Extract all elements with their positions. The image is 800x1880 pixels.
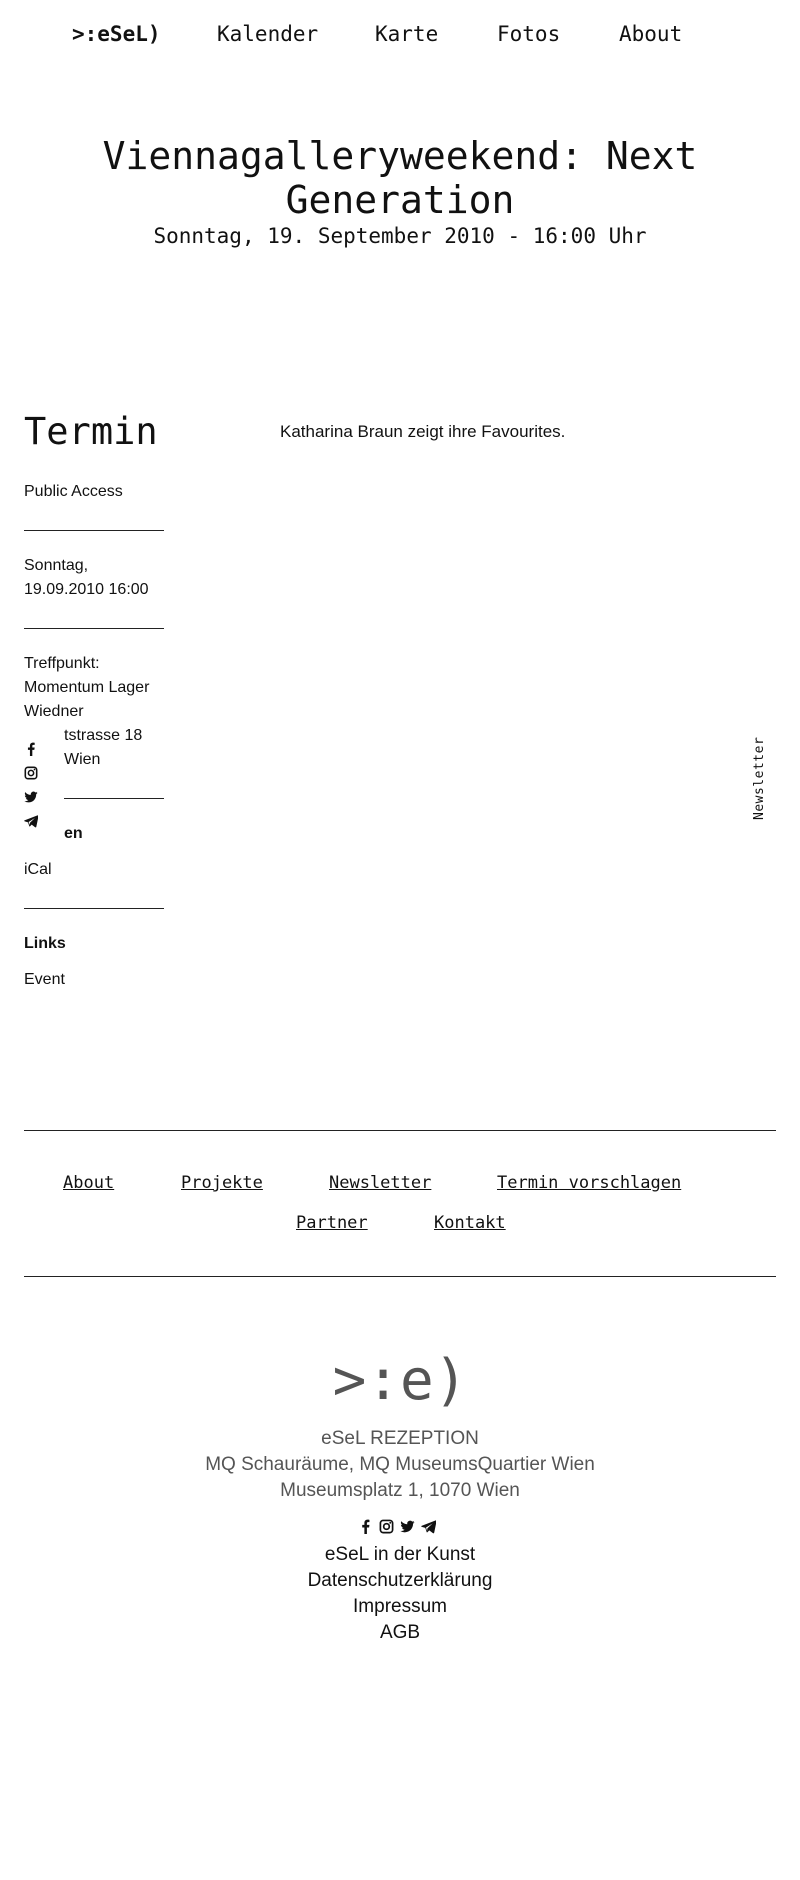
telegram-icon[interactable] (421, 1518, 442, 1535)
divider (64, 798, 164, 799)
footer-divider (24, 1276, 776, 1277)
footer-link-projekte[interactable]: Projekte (181, 1173, 263, 1193)
instagram-icon[interactable] (379, 1518, 400, 1535)
meet-street: tstrasse 18 (64, 727, 143, 744)
nav-item-kalender[interactable]: Kalender (217, 22, 319, 46)
footer-link-partner[interactable]: Partner (296, 1213, 368, 1233)
meet-label: Treffpunkt: (24, 655, 100, 672)
footer-link-esel-in-der-kunst[interactable]: eSeL in der Kunst (324, 1544, 476, 1565)
divider (24, 628, 164, 629)
ical-link[interactable]: iCal (24, 861, 52, 878)
footer-divider (24, 1130, 776, 1131)
nav-item-karte[interactable]: Karte (375, 22, 439, 46)
social-share-column (24, 742, 44, 838)
top-nav (0, 22, 800, 52)
footer-link-kontakt[interactable]: Kontakt (434, 1213, 506, 1233)
links-label: Links (24, 935, 66, 952)
meet-street-part: Wiedner (24, 703, 84, 720)
newsletter-tab[interactable]: Newsletter (752, 736, 767, 820)
twitter-icon[interactable] (400, 1518, 421, 1535)
instagram-icon[interactable] (24, 766, 44, 790)
footer-name: eSeL REZEPTION (321, 1428, 479, 1449)
event-datetime: Sonntag, 19. September 2010 - 16:00 Uhr (153, 224, 647, 248)
footer-link-about[interactable]: About (63, 1173, 115, 1193)
page-title: Viennagalleryweekend: Next Generation (102, 134, 698, 222)
event-description: Katharina Braun zeigt ihre Favourites. (280, 422, 566, 441)
footer-link-newsletter[interactable]: Newsletter (329, 1173, 432, 1193)
sidebar-heading: Termin (24, 410, 158, 453)
footer-link-impressum[interactable]: Impressum (353, 1596, 447, 1617)
footer-link-termin-vorschlagen[interactable]: Termin vorschlagen (497, 1173, 682, 1193)
event-date-line2: 19.09.2010 16:00 (24, 581, 149, 598)
twitter-icon[interactable] (24, 790, 44, 814)
event-date-line1: Sonntag, (24, 557, 89, 574)
site-logo[interactable]: >:eSeL) (72, 22, 161, 46)
footer-location: MQ Schauräume, MQ MuseumsQuartier Wien (205, 1454, 595, 1475)
footer-link-datenschutz[interactable]: Datenschutzerklärung (307, 1570, 493, 1591)
divider (24, 908, 164, 909)
footer-logo[interactable]: >:e) (332, 1348, 468, 1413)
share-label: en (64, 825, 83, 842)
footer-link-agb[interactable]: AGB (379, 1622, 421, 1643)
footer-address: Museumsplatz 1, 1070 Wien (280, 1480, 520, 1501)
telegram-icon[interactable] (24, 814, 44, 838)
nav-item-fotos[interactable]: Fotos (497, 22, 561, 46)
facebook-icon[interactable] (358, 1518, 379, 1535)
meet-location: Momentum Lager (24, 679, 150, 696)
event-category[interactable]: Public Access (24, 483, 123, 500)
divider (24, 530, 164, 531)
footer-social (358, 1518, 442, 1536)
facebook-icon[interactable] (24, 742, 44, 766)
event-link[interactable]: Event (24, 971, 65, 988)
nav-item-about[interactable]: About (619, 22, 683, 46)
meet-city: Wien (64, 751, 101, 768)
